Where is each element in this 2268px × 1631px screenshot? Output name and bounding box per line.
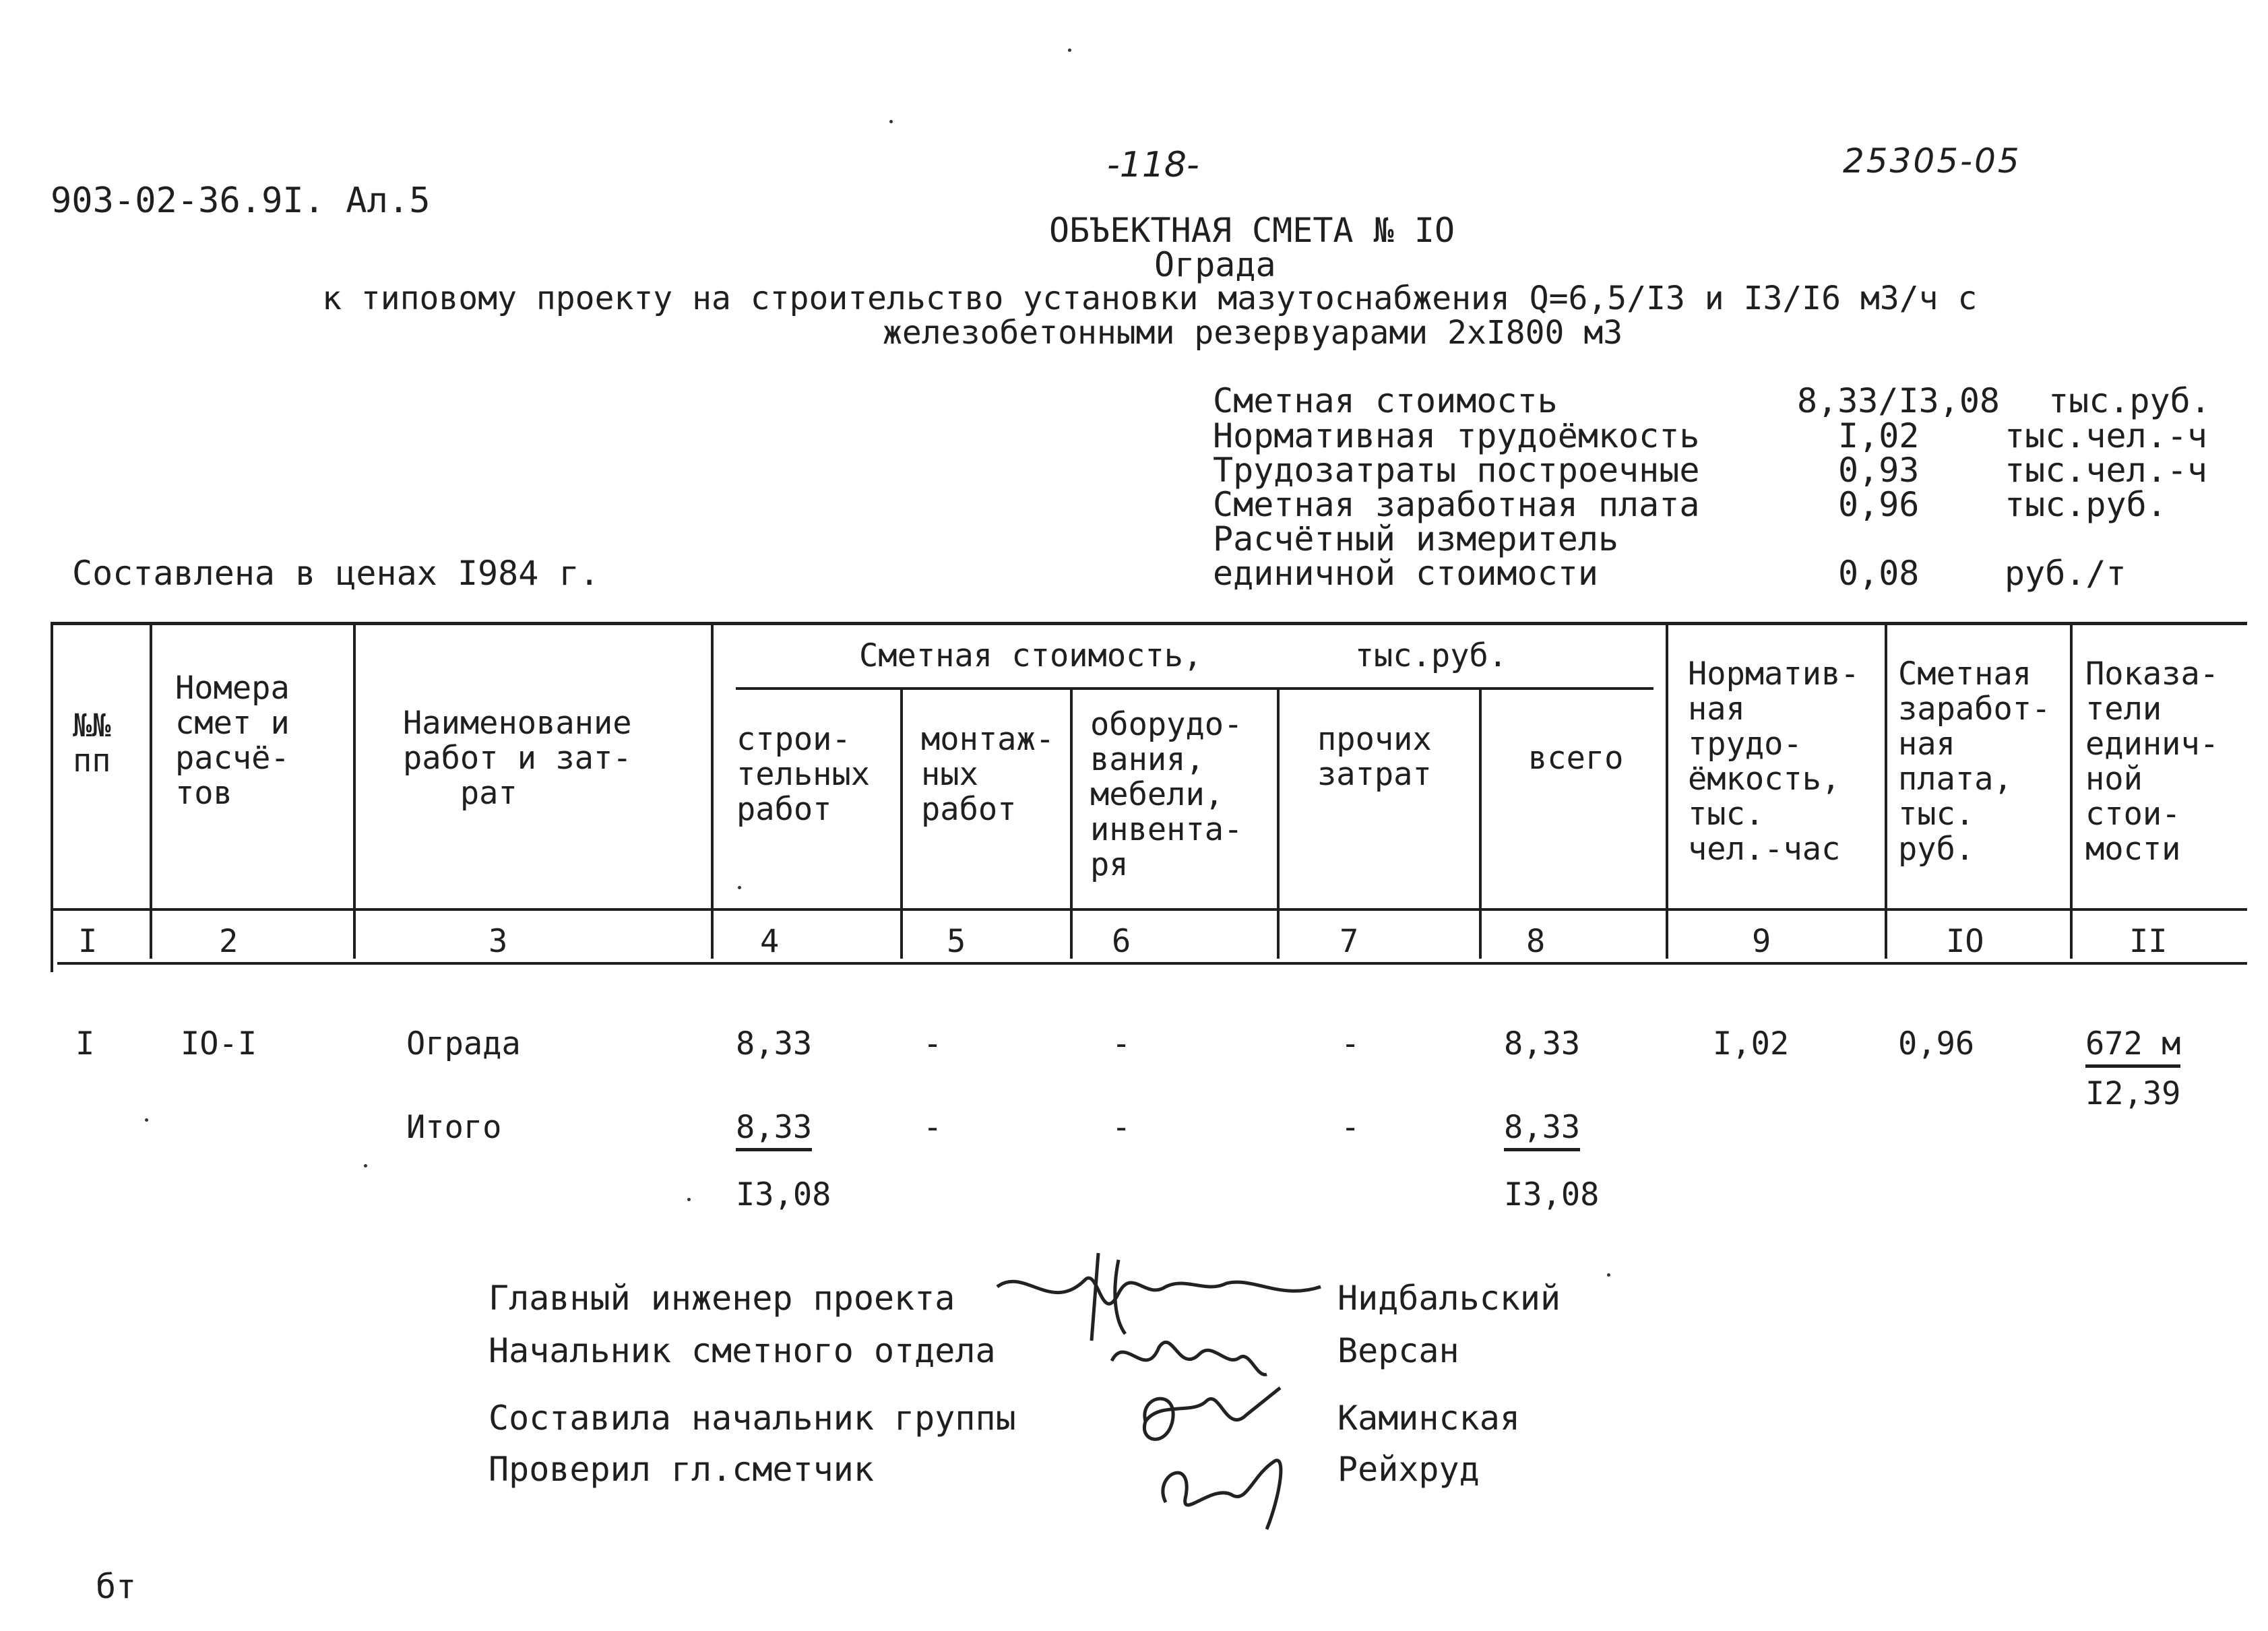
row1-equipment-cost: -	[1112, 1025, 1131, 1062]
header-col-5: монтаж- ных работ	[921, 721, 1055, 828]
col-number-8: 8	[1526, 923, 1546, 960]
scan-speck	[145, 1118, 148, 1122]
header-col-7: прочих затрат	[1317, 721, 1432, 793]
summary-label-cost: Сметная стоимость	[1213, 381, 1558, 420]
col-number-7: 7	[1340, 923, 1359, 960]
col-rule-7	[1479, 687, 1482, 959]
col-number-9: 9	[1752, 923, 1771, 960]
row1-assembly-cost: -	[923, 1025, 943, 1062]
signature-role-group-head: Составила начальник группы	[489, 1399, 1016, 1438]
total-construction-cost: 8,33	[736, 1110, 812, 1151]
row1-total-cost: 8,33	[1504, 1025, 1581, 1062]
header-col-3: Наименование работ и зат- рат	[403, 705, 632, 812]
object-name: Ограда	[1154, 245, 1276, 284]
group-header-underline	[736, 687, 1653, 690]
col-rule-4	[900, 687, 903, 959]
total-row-label: Итого	[406, 1109, 502, 1146]
col-rule-0	[51, 622, 53, 972]
summary-value-meter: 0,08	[1838, 554, 1920, 593]
estimate-title: ОБЪЕКТНАЯ СМЕТА № IO	[1049, 211, 1455, 250]
column-number-underline	[57, 962, 2247, 965]
total-equipment-cost: -	[1112, 1109, 1131, 1146]
page-number: -118-	[1107, 145, 1199, 185]
summary-unit-wage: тыс.руб.	[2005, 485, 2167, 524]
row1-construction-cost: 8,33	[736, 1025, 813, 1062]
scan-speck	[889, 120, 893, 123]
signature-name-chief-engineer: Нидбальский	[1337, 1279, 1561, 1318]
summary-label-meter-2: единичной стоимости	[1213, 554, 1598, 593]
document-stamp-number: 25305-05	[1843, 141, 2021, 181]
summary-value-labor-norm: I,02	[1838, 416, 1920, 455]
header-col-11: Показа- тели единич- ной стои- мости	[2085, 655, 2219, 868]
summary-value-labor-site: 0,93	[1838, 451, 1920, 490]
col-number-4: 4	[760, 923, 780, 960]
summary-label-meter-1: Расчётный измеритель	[1213, 519, 1619, 558]
col-rule-5	[1070, 687, 1073, 959]
col-rule-2	[353, 622, 356, 959]
scan-speck	[1607, 1273, 1610, 1277]
col-number-1: I	[78, 923, 98, 960]
row1-unit-indicator-bottom: I2,39	[2085, 1075, 2181, 1112]
col-number-3: 3	[489, 923, 508, 960]
header-col-4: строи- тельных работ	[736, 721, 871, 828]
signature-role-chief-estimator: Проверил гл.сметчик	[489, 1450, 874, 1489]
row1-work-name: Ограда	[406, 1025, 521, 1062]
footer-mark: бт	[96, 1567, 137, 1606]
scan-speck	[364, 1164, 367, 1168]
row1-labor-intensity: I,02	[1713, 1025, 1790, 1062]
header-col-9: Норматив- ная трудо- ёмкость, тыс. чел.-час	[1688, 655, 1860, 868]
summary-value-cost: 8,33/I3,08	[1797, 381, 2001, 420]
signature-name-group-head: Каминская	[1337, 1399, 1520, 1438]
col-number-2: 2	[219, 923, 239, 960]
summary-label-labor-norm: Нормативная трудоёмкость	[1213, 416, 1700, 455]
col-rule-3	[711, 622, 714, 959]
header-bottom-border	[51, 908, 2247, 911]
header-col-8: всего	[1528, 740, 1624, 777]
row1-wage: 0,96	[1898, 1025, 1975, 1062]
total-total-cost-2: I3,08	[1504, 1176, 1600, 1213]
table-top-border	[51, 622, 2247, 625]
col-rule-6	[1277, 687, 1280, 959]
total-total-cost: 8,33	[1504, 1110, 1580, 1151]
total-construction-cost-2: I3,08	[736, 1176, 831, 1213]
header-col-2: Номера смет и расчё- тов	[175, 670, 290, 812]
col-rule-8	[1666, 622, 1668, 959]
col-rule-10	[2070, 622, 2073, 959]
composed-in-prices: Составлена в ценах I984 г.	[72, 554, 600, 593]
header-col-10: Сметная заработ- ная плата, тыс. руб.	[1898, 655, 2051, 868]
col-rule-9	[1885, 622, 1887, 959]
scan-speck	[738, 886, 741, 889]
signature-name-chief-estimator: Рейхруд	[1337, 1450, 1480, 1489]
signature-role-estimate-head: Начальник сметного отдела	[489, 1331, 996, 1370]
col-number-6: 6	[1112, 923, 1131, 960]
summary-unit-meter: руб./т	[2005, 554, 2127, 593]
header-col-6: оборудо- вания, мебели, инвента- ря	[1090, 706, 1243, 883]
header-col-1: №№ пп	[73, 707, 111, 779]
scan-speck	[687, 1198, 691, 1201]
handwritten-signature-4	[1139, 1435, 1314, 1536]
total-assembly-cost: -	[923, 1109, 943, 1146]
total-other-cost: -	[1341, 1109, 1360, 1146]
summary-unit-labor-norm: тыс.чел.-ч	[2005, 416, 2208, 455]
header-group-estimate-cost: Сметная стоимость, тыс.руб.	[859, 637, 1508, 674]
row1-other-cost: -	[1341, 1025, 1360, 1062]
scan-speck	[1068, 49, 1071, 52]
col-number-5: 5	[947, 923, 966, 960]
signature-role-chief-engineer: Главный инженер проекта	[489, 1279, 955, 1318]
summary-value-wage: 0,96	[1838, 485, 1920, 524]
col-number-10: IO	[1946, 923, 1984, 960]
summary-label-labor-site: Трудозатраты построечные	[1213, 451, 1700, 490]
project-code: 903-02-36.9I. Ал.5	[51, 181, 431, 221]
col-number-11: II	[2129, 923, 2168, 960]
row1-unit-indicator-top: 672 м	[2085, 1027, 2180, 1068]
project-description-cont: железобетонными резервуарами 2хI800 м3	[883, 314, 1623, 352]
col-rule-1	[150, 622, 152, 959]
summary-label-wage: Сметная заработная плата	[1213, 485, 1700, 524]
row1-estimate-code: IO-I	[181, 1025, 257, 1062]
summary-unit-labor-site: тыс.чел.-ч	[2005, 451, 2208, 490]
project-description: к типовому проекту на строительство установки мазутоснабжения Q=6,5/I3 и I3/I6 м3/ч с	[322, 280, 1978, 317]
signature-name-estimate-head: Версан	[1337, 1331, 1459, 1370]
summary-unit-cost: тыс.руб.	[2048, 381, 2211, 420]
row1-number: I	[75, 1025, 95, 1062]
